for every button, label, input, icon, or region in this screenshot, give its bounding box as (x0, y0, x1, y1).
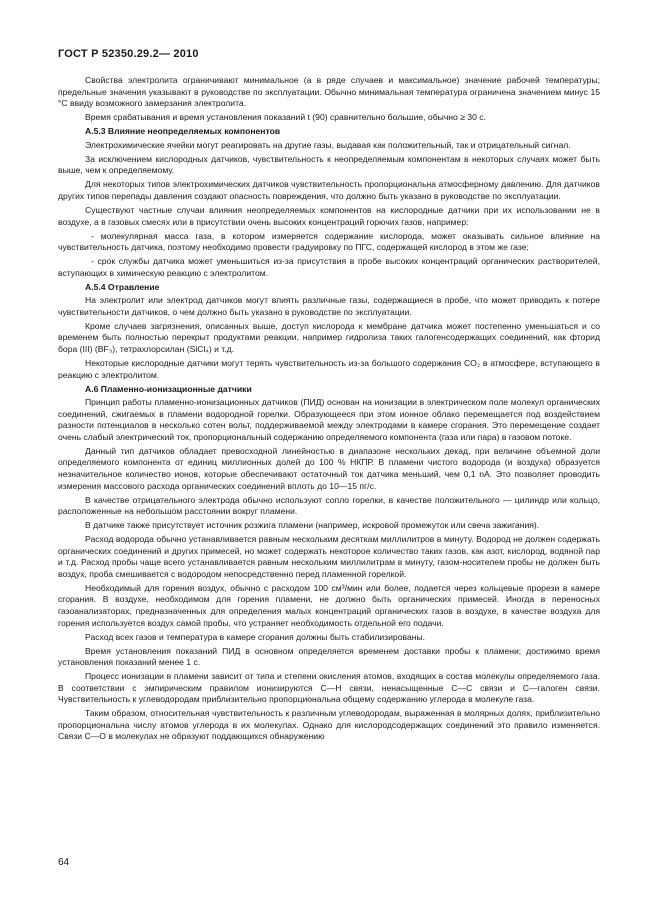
section-heading-a6: А.6 Пламенно-ионизационные датчики (85, 383, 252, 394)
paragraph-fid-response-time: Время установления показаний ПИД в основном определяется временем доставки пробы к пламени; достижимо время установления показаний менее 1 с. (58, 645, 600, 668)
paragraph-fid-principle: Принцип работы пламенно-ионизационных датчиков (ПИД) основан на ионизации в электрическом поле молекул органических соединений, сжигаемых в пламени водородной горелки. Образующееся при этом ионное облако перемещается под воздействием разности потенциалов в несколько сотен вольт, поддерживаемой между электродами в камере сгорания. Это перемещение создает очень слабый электрический ток, пропорциональный содержанию определяемого компонента (газа или пара) в газовом потоке. (58, 397, 600, 442)
paragraph-relative-sensitivity: Таким образом, относительная чувствительность к различным углеводородам, выраженная в молярных долях, приблизительно пропорциональна числу атомов углерода в их молекулах. Однако для кислородсодержащих соединений это правило изменяется. Связи С—О в молекулах не образуют поддающихся обнаружению (58, 708, 600, 742)
standard-header: ГОСТ Р 52350.29.2— 2010 (58, 48, 199, 60)
section-heading-a53: А.5.3 Влияние неопределяемых компонентов (85, 126, 281, 137)
paragraph-ionization: Процесс ионизации в пламени зависит от типа и степени окисления атомов, входящих в состав молекулы определяемого газа. В соответствии с эмпирическим правилом ионизируются С—Н связи, ненасыщенные С—С связи и С—галоген связи. Чувствительность к углеводородам приблизительно пропорциональна общему содержанию углерода в молекуле газа. (58, 671, 600, 705)
paragraph-poisoning: На электролит или электрод датчиков могут влиять различные газы, содержащиеся в пробе, что может приводить к потере чувствительности датчиков, о чем должно быть указано в руководстве по эксплуатации. (58, 295, 600, 317)
paragraph-ignition: В датчике также присутствует источник розжига пламени (например, искровой промежуток или свеча зажигания). (85, 520, 540, 531)
list-item-molecular-mass: - молекулярная масса газа, в котором измеряется содержание кислорода, может оказывать сильное влияние на чувствительность датчика, поэтому необходимо провести градуировку по ПГС, содержащей кислород в этом же газе; (58, 230, 600, 253)
paragraph-fid-linearity: Данный тип датчиков обладает превосходной линейностью в диапазоне нескольких декад, при величине объемной доли определяемого компонента от единиц миллионных долей до 100 % НКПР. В пламени чистого водорода (и воздуха) образуется незначительное количество ионов, которые обеспечивают остаточный ток датчика меньший, чем 0,1 nА. Это позволяет проводить измерения массового расхода органических соединений вплоть до 10—15 пг/с. (58, 445, 600, 491)
paragraph-cross-sensitivity: Электрохимические ячейки могут реагировать на другие газы, выдавая как положительный, так и отрицательный сигнал. (85, 139, 571, 150)
paragraph-hydrogen-flow: Расход водорода обычно устанавливается равным нескольким десяткам миллилитров в минуту. Водород не должен содержать органических соединений и других примесей, но может содержать некоторое количество таких газов, как азот, кислород, водяной пар и т.д. Расход пробы чаще всего устанавливается равным нескольким миллилитрам в минуту, газом-носителем пробы не должен быть воздух, проба смешивается с водородом непосредственно перед пламенной горелкой. (58, 534, 600, 579)
paragraph-response-time: Время срабатывания и время установления показаний t (90) сравнительно большие, обычно ≥ 30 с. (85, 112, 486, 123)
document-body (58, 75, 600, 745)
paragraph-co2: Некоторые кислородные датчики могут терять чувствительность из-за большого содержания CO₂ в атмосфере, вступающего в реакцию с электролитом. (58, 358, 600, 380)
paragraph-special-cases: Существуют частные случаи влияния неопределяемых компонентов на кислородные датчики при их использовании не в воздухе, а в газовых смесях или в присутствии очень высоких концентраций горючих газов, например: (58, 204, 600, 227)
paragraph-stabilization: Расход всех газов и температура в камере сгорания должны быть стабилизированы. (85, 631, 426, 642)
paragraph-electrodes: В качестве отрицательного электрода обычно используют сопло горелки, в качестве положительного — цилиндр или кольцо, расположенные на небольшом расстоянии вокруг пламени. (58, 494, 600, 517)
paragraph-combustion-air: Необходимый для горения воздух, обычно с расходом 100 см³/мин или более, подается через кольцевые прорези в камере сгорания. В воздухе, необходимом для горения пламени, не должно быть органических примесей. Иногда в переносных газоанализаторах, предназначенных для определения малых концентраций органических газов в воздухе, в качестве воздуха для горения используется воздух самой пробы, что устраняет необходимость отдельной его подачи. (58, 582, 600, 628)
paragraph-oxygen-exception: За исключением кислородных датчиков, чувствительность к неопределяемым компонентам в некоторых случаях может быть выше, чем к определяемому. (58, 153, 600, 176)
paragraph-membrane: Кроме случаев загрязнения, описанных выше, доступ кислорода к мембране датчика может постепенно уменьшаться и со временем быть полностью перекрыт продуктами реакции, например гидролиза таких галогенсодержащих соединений, как фторид бора (III) (BF₃), тетрахлорсилан (SiCl₄) и т.д. (58, 320, 600, 354)
section-heading-a54: А.5.4 Отравление (85, 281, 160, 292)
paragraph-pressure: Для некоторых типов электрохимических датчиков чувствительность пропорциональна атмосферному давлению. Для датчиков других типов перепады давления создают опасность повреждения, что должно быть указано в руководстве по эксплуатации. (58, 179, 600, 201)
paragraph-electrolyte-temperature: Свойства электролита ограничивают минимальное (а в ряде случаев и максимальное) значение рабочей температуры; предельные значения указывают в руководстве по эксплуатации. Обычно минимальная температура ограничена значением минус 15 °С ввиду возможного замерзания электролита. (58, 75, 600, 109)
page-number: 64 (58, 857, 70, 868)
list-item-service-life: - срок службы датчика может уменьшиться из-за присутствия в пробе высоких концентраций органических растворителей, вступающих в химическую реакцию с электролитом. (58, 256, 600, 278)
